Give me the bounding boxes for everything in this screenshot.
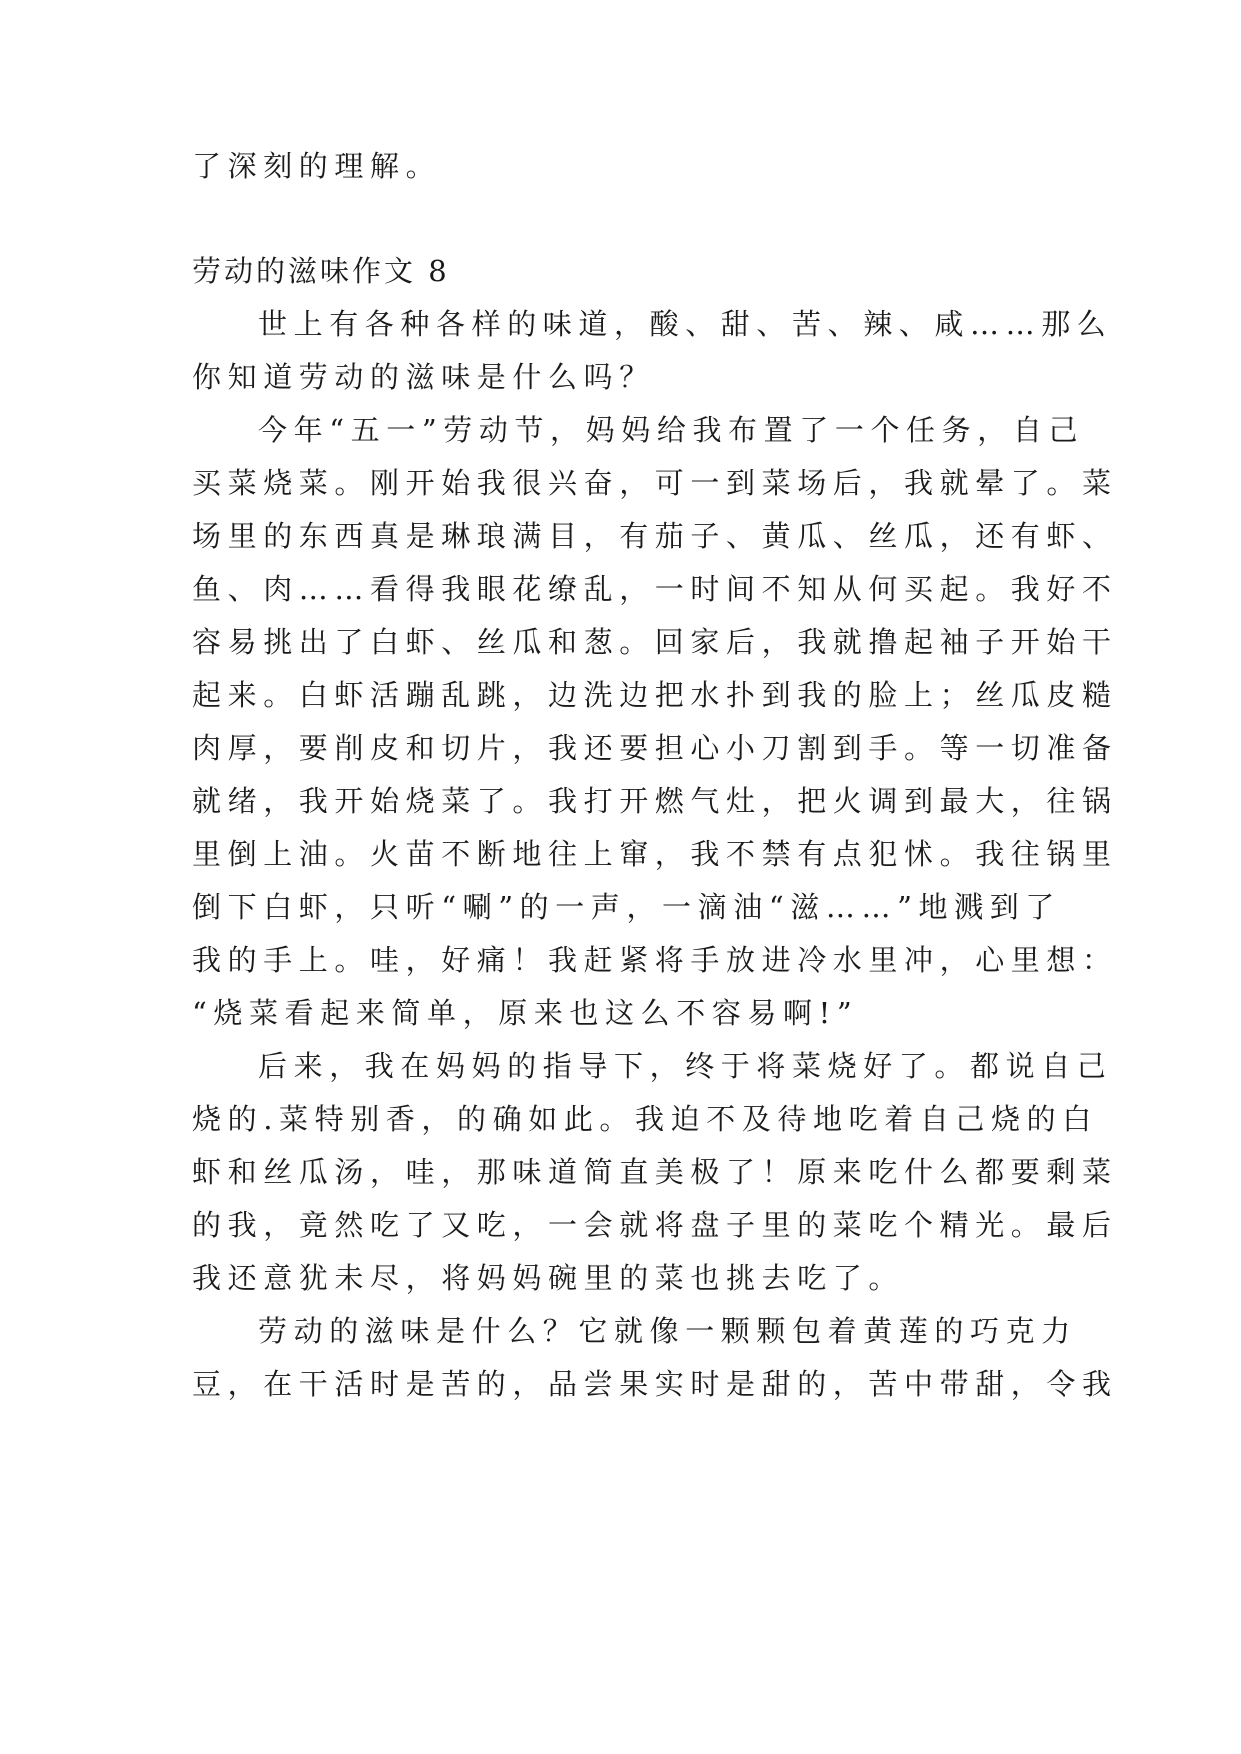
text-line: 起来。白虾活蹦乱跳，边洗边把水扑到我的脸上；丝瓜皮糙	[192, 678, 1118, 712]
text-line: 劳动的滋味是什么？它就像一颗颗包着黄莲的巧克力	[258, 1314, 1077, 1348]
text-line: 里倒上油。火苗不断地往上窜，我不禁有点犯怵。我往锅里	[192, 837, 1118, 871]
text-line: 的我，竟然吃了又吃，一会就将盘子里的菜吃个精光。最后	[192, 1208, 1118, 1242]
text-line: 买菜烧菜。刚开始我很兴奋，可一到菜场后，我就晕了。菜	[192, 466, 1118, 500]
text-line: 今年“五一”劳动节，妈妈给我布置了一个任务，自己	[258, 413, 1085, 447]
text-line: “烧菜看起来简单，原来也这么不容易啊!”	[192, 996, 859, 1030]
text-line: 后来，我在妈妈的指导下，终于将菜烧好了。都说自己	[258, 1049, 1113, 1083]
text-line: 你知道劳动的滋味是什么吗？	[192, 360, 655, 394]
text-line: 豆，在干活时是苦的，品尝果实时是甜的，苦中带甜，令我	[192, 1367, 1118, 1401]
text-line: 我还意犹未尽，将妈妈碗里的菜也挑去吃了。	[192, 1261, 905, 1295]
text-line: 容易挑出了白虾、丝瓜和葱。回家后，我就撸起袖子开始干	[192, 625, 1118, 659]
essay-title: 劳动的滋味作文 8	[192, 254, 450, 288]
text-line: 就绪，我开始烧菜了。我打开燃气灶，把火调到最大，往锅	[192, 784, 1118, 818]
text-line: 倒下白虾，只听“唰”的一声，一滴油“滋……”地溅到了	[192, 890, 1061, 924]
text-line: 鱼、肉……看得我眼花缭乱，一时间不知从何买起。我好不	[192, 572, 1118, 606]
text-line: 世上有各种各样的味道，酸、甜、苦、辣、咸……那么	[258, 307, 1113, 341]
text-line: 烧的.菜特别香，的确如此。我迫不及待地吃着自己烧的白	[192, 1102, 1098, 1136]
text-line: 肉厚，要削皮和切片，我还要担心小刀割到手。等一切准备	[192, 731, 1118, 765]
text-line: 场里的东西真是琳琅满目，有茄子、黄瓜、丝瓜，还有虾、	[192, 519, 1118, 553]
intro-tail-line: 了深刻的理解。	[192, 149, 442, 183]
text-line: 虾和丝瓜汤，哇，那味道简直美极了！原来吃什么都要剩菜	[192, 1155, 1118, 1189]
text-line: 我的手上。哇，好痛！我赶紧将手放进冷水里冲，心里想：	[192, 943, 1118, 977]
